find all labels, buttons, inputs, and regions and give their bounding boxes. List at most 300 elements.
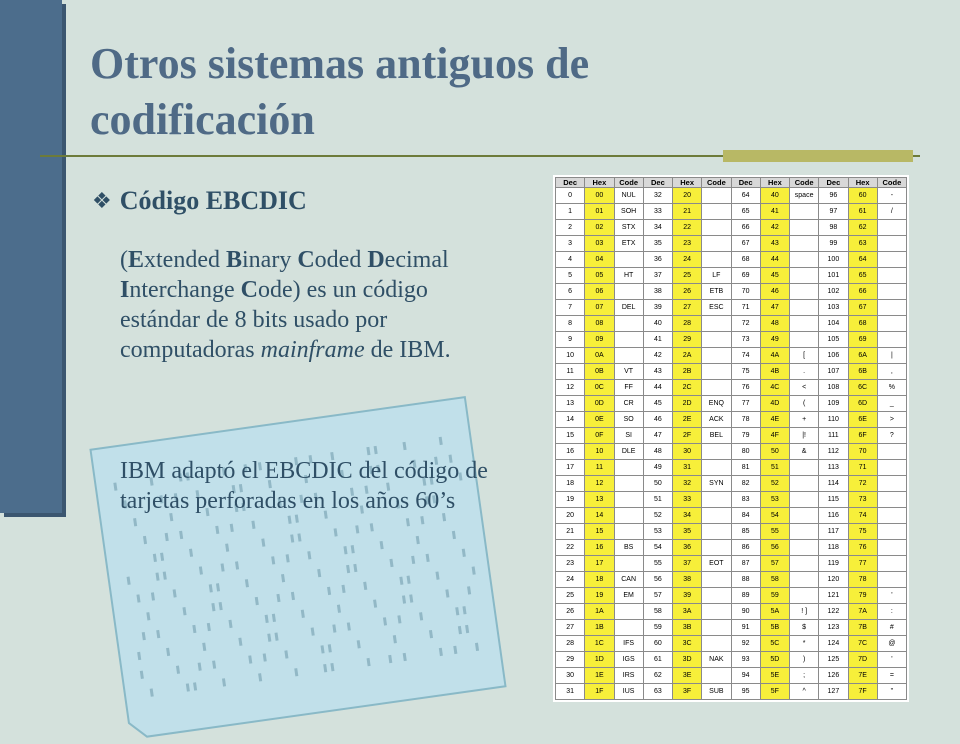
table-row (556, 476, 907, 492)
table-cell: = (877, 668, 906, 684)
table-cell: LF (702, 268, 731, 284)
table-cell (790, 236, 819, 252)
table-cell: 7A (848, 604, 877, 620)
table-row (556, 444, 907, 460)
table-cell: 27 (673, 300, 702, 316)
table-cell: EOT (702, 556, 731, 572)
table-cell: 122 (819, 604, 848, 620)
table-cell: | (877, 348, 906, 364)
table-cell: 28 (556, 636, 585, 652)
bullet-heading: Código EBCDIC (119, 186, 307, 215)
table-cell: 6C (848, 380, 877, 396)
table-cell: 67 (731, 236, 760, 252)
table-cell: 5A (760, 604, 789, 620)
table-cell: 121 (819, 588, 848, 604)
table-cell: 124 (819, 636, 848, 652)
table-cell: 7B (848, 620, 877, 636)
paragraph-run: B (226, 247, 243, 273)
table-row (556, 556, 907, 572)
table-cell: 4E (760, 412, 789, 428)
table-cell (702, 588, 731, 604)
table-cell: 31 (556, 684, 585, 700)
table-cell: SOH (614, 204, 643, 220)
table-cell: 63 (643, 684, 672, 700)
table-cell: 36 (643, 252, 672, 268)
table-cell: ETB (702, 284, 731, 300)
table-cell: NUL (614, 188, 643, 204)
table-cell: 26 (556, 604, 585, 620)
table-cell: ^ (790, 684, 819, 700)
table-cell: 79 (848, 588, 877, 604)
table-cell (702, 316, 731, 332)
table-cell: 5D (760, 652, 789, 668)
table-cell: 73 (731, 332, 760, 348)
table-cell: HT (614, 268, 643, 284)
table-cell: " (877, 684, 906, 700)
table-cell: IUS (614, 684, 643, 700)
table-cell: 6 (556, 284, 585, 300)
table-cell: 6F (848, 428, 877, 444)
table-row (556, 380, 907, 396)
table-cell: 50 (760, 444, 789, 460)
table-cell: 31 (673, 460, 702, 476)
table-cell: ENQ (702, 396, 731, 412)
diamond-bullet-icon: ❖ (92, 188, 112, 213)
table-cell: IFS (614, 636, 643, 652)
table-cell: space (790, 188, 819, 204)
table-cell: 13 (556, 396, 585, 412)
table-cell: 06 (585, 284, 614, 300)
table-cell: 110 (819, 412, 848, 428)
table-cell: 68 (731, 252, 760, 268)
table-cell: 5B (760, 620, 789, 636)
ebcdic-history-paragraph: IBM adaptó el EBCDIC del código de tarjetas perforadas en los años 60’s (120, 458, 488, 514)
table-cell: 53 (760, 492, 789, 508)
table-cell: 6D (848, 396, 877, 412)
table-cell: 112 (819, 444, 848, 460)
table-cell: 5 (556, 268, 585, 284)
table-row (556, 300, 907, 316)
table-cell: 11 (585, 460, 614, 476)
column-header: Code (702, 178, 731, 188)
table-cell (877, 236, 906, 252)
table-cell: 55 (760, 524, 789, 540)
table-cell: 02 (585, 220, 614, 236)
table-row (556, 332, 907, 348)
table-cell: BS (614, 540, 643, 556)
table-cell: CR (614, 396, 643, 412)
paragraph-run: inary (242, 247, 298, 273)
table-cell (702, 236, 731, 252)
table-cell: 15 (585, 524, 614, 540)
table-cell: 0D (585, 396, 614, 412)
table-cell: ; (790, 668, 819, 684)
table-cell: 60 (643, 636, 672, 652)
table-row (556, 268, 907, 284)
table-cell: 120 (819, 572, 848, 588)
table-cell: 55 (643, 556, 672, 572)
table-cell (702, 332, 731, 348)
table-cell: 47 (643, 428, 672, 444)
table-cell: < (790, 380, 819, 396)
table-cell: @ (877, 636, 906, 652)
table-cell: 102 (819, 284, 848, 300)
paragraph-run: E (128, 247, 145, 273)
table-cell (790, 540, 819, 556)
column-header: Hex (848, 178, 877, 188)
table-cell: 69 (731, 268, 760, 284)
table-row (556, 396, 907, 412)
paragraph-run: xtended (144, 247, 226, 273)
table-row (556, 668, 907, 684)
paragraph-run: oded (314, 247, 368, 273)
table-cell: 25 (556, 588, 585, 604)
table-cell: 51 (760, 460, 789, 476)
table-cell: 115 (819, 492, 848, 508)
table-cell: 66 (848, 284, 877, 300)
table-cell: 91 (731, 620, 760, 636)
table-cell: ESC (702, 300, 731, 316)
table-cell: 1D (585, 652, 614, 668)
accent-bar (723, 150, 913, 162)
table-cell: 79 (731, 428, 760, 444)
table-row (556, 252, 907, 268)
table-cell: 5C (760, 636, 789, 652)
table-cell: 48 (643, 444, 672, 460)
table-cell (877, 300, 906, 316)
table-cell: 14 (556, 412, 585, 428)
table-cell (702, 540, 731, 556)
table-cell: 46 (760, 284, 789, 300)
table-cell (614, 556, 643, 572)
table-cell: & (790, 444, 819, 460)
column-header: Dec (731, 178, 760, 188)
table-row (556, 524, 907, 540)
table-cell: 28 (673, 316, 702, 332)
table-row (556, 236, 907, 252)
table-cell: 7F (848, 684, 877, 700)
table-cell: 72 (731, 316, 760, 332)
table-cell (702, 572, 731, 588)
table-cell: 21 (673, 204, 702, 220)
table-cell: 2 (556, 220, 585, 236)
table-cell: , (877, 364, 906, 380)
table-cell: 111 (819, 428, 848, 444)
table-cell: 1E (585, 668, 614, 684)
table-cell: 52 (760, 476, 789, 492)
table-cell: 57 (760, 556, 789, 572)
table-cell (877, 268, 906, 284)
table-cell (614, 508, 643, 524)
table-cell: 22 (673, 220, 702, 236)
table-row (556, 316, 907, 332)
table-cell: 45 (643, 396, 672, 412)
table-cell: 100 (819, 252, 848, 268)
table-cell: 63 (848, 236, 877, 252)
table-cell: 126 (819, 668, 848, 684)
table-cell: 48 (760, 316, 789, 332)
table-cell: 95 (731, 684, 760, 700)
table-cell: 08 (585, 316, 614, 332)
table-cell (877, 508, 906, 524)
table-cell: 70 (848, 444, 877, 460)
table-cell: 44 (760, 252, 789, 268)
column-header: Dec (643, 178, 672, 188)
table-cell (790, 284, 819, 300)
table-cell: 123 (819, 620, 848, 636)
table-cell: 71 (848, 460, 877, 476)
table-cell (877, 220, 906, 236)
table-cell: 41 (760, 204, 789, 220)
table-cell: 15 (556, 428, 585, 444)
table-cell (790, 508, 819, 524)
table-row (556, 604, 907, 620)
table-cell: 16 (556, 444, 585, 460)
table-cell: 65 (848, 268, 877, 284)
table-cell: 3C (673, 636, 702, 652)
table-cell: 22 (556, 540, 585, 556)
table-cell: 35 (643, 236, 672, 252)
table-cell: CAN (614, 572, 643, 588)
table-cell: 52 (643, 508, 672, 524)
table-cell: 1C (585, 636, 614, 652)
table-cell: 82 (731, 476, 760, 492)
table-cell: 37 (643, 268, 672, 284)
table-cell: + (790, 412, 819, 428)
table-cell: 92 (731, 636, 760, 652)
table-row (556, 188, 907, 204)
ebcdic-definition-paragraph (120, 245, 495, 365)
table-cell (702, 492, 731, 508)
table-cell: 53 (643, 524, 672, 540)
table-cell: 8 (556, 316, 585, 332)
table-cell: 4D (760, 396, 789, 412)
table-cell: 4A (760, 348, 789, 364)
table-cell: 50 (643, 476, 672, 492)
table-cell: SI (614, 428, 643, 444)
table-cell: 7C (848, 636, 877, 652)
table-cell: 80 (731, 444, 760, 460)
table-cell: ? (877, 428, 906, 444)
table-cell: 2D (673, 396, 702, 412)
bullet-item (92, 186, 307, 216)
table-cell: 60 (848, 188, 877, 204)
table-cell: 2B (673, 364, 702, 380)
table-cell (877, 492, 906, 508)
table-cell (877, 332, 906, 348)
table-cell: 39 (673, 588, 702, 604)
table-cell (790, 300, 819, 316)
table-row (556, 364, 907, 380)
table-row (556, 220, 907, 236)
table-cell: 7 (556, 300, 585, 316)
table-cell: 4C (760, 380, 789, 396)
table-cell: ACK (702, 412, 731, 428)
table-cell: 19 (585, 588, 614, 604)
table-cell: IRS (614, 668, 643, 684)
table-cell: 25 (673, 268, 702, 284)
table-cell: 34 (643, 220, 672, 236)
table-cell (702, 508, 731, 524)
table-cell: 93 (731, 652, 760, 668)
table-cell (790, 492, 819, 508)
table-cell: 54 (760, 508, 789, 524)
table-cell: 36 (673, 540, 702, 556)
table-cell: 78 (731, 412, 760, 428)
table-cell: STX (614, 220, 643, 236)
table-cell: 01 (585, 204, 614, 220)
table-cell: # (877, 620, 906, 636)
table-cell: 73 (848, 492, 877, 508)
table-cell: 113 (819, 460, 848, 476)
table-cell: 109 (819, 396, 848, 412)
table-cell: 54 (643, 540, 672, 556)
table-cell: 1 (556, 204, 585, 220)
table-cell: SYN (702, 476, 731, 492)
table-cell: 58 (760, 572, 789, 588)
table-cell: 42 (760, 220, 789, 236)
table-cell (614, 332, 643, 348)
table-cell: 1F (585, 684, 614, 700)
table-cell (790, 332, 819, 348)
paragraph-run: mainframe (260, 337, 365, 363)
table-cell: 18 (556, 476, 585, 492)
table-cell: 3E (673, 668, 702, 684)
table-row (556, 684, 907, 700)
table-cell (614, 620, 643, 636)
table-cell (877, 572, 906, 588)
table-cell: 47 (760, 300, 789, 316)
table-cell: 46 (643, 412, 672, 428)
table-cell: 108 (819, 380, 848, 396)
table-cell (790, 252, 819, 268)
table-cell (702, 252, 731, 268)
table-cell: $ (790, 620, 819, 636)
table-cell: 6B (848, 364, 877, 380)
column-header: Hex (585, 178, 614, 188)
table-cell (877, 252, 906, 268)
table-cell: 24 (556, 572, 585, 588)
table-cell: 62 (848, 220, 877, 236)
paragraph-run: de IBM. (364, 337, 451, 363)
table-cell: 76 (848, 540, 877, 556)
table-cell: ( (790, 396, 819, 412)
table-cell: 4F (760, 428, 789, 444)
table-cell: ' (877, 652, 906, 668)
table-cell: 03 (585, 236, 614, 252)
table-cell: 127 (819, 684, 848, 700)
column-header: Hex (760, 178, 789, 188)
table-cell: 40 (760, 188, 789, 204)
table-cell: 9 (556, 332, 585, 348)
table-cell: 99 (819, 236, 848, 252)
table-cell: 18 (585, 572, 614, 588)
table-cell: 106 (819, 348, 848, 364)
table-cell: 88 (731, 572, 760, 588)
table-row (556, 284, 907, 300)
table-cell: |! (790, 428, 819, 444)
table-cell: 05 (585, 268, 614, 284)
table-cell: 23 (556, 556, 585, 572)
table-cell (790, 316, 819, 332)
table-cell: 89 (731, 588, 760, 604)
table-cell (702, 620, 731, 636)
table-cell: 85 (731, 524, 760, 540)
table-cell (702, 220, 731, 236)
table-cell: 49 (760, 332, 789, 348)
table-cell: 64 (848, 252, 877, 268)
table-cell: 0A (585, 348, 614, 364)
table-cell: 4B (760, 364, 789, 380)
table-cell: 26 (673, 284, 702, 300)
table-cell: 6A (848, 348, 877, 364)
table-cell (614, 284, 643, 300)
table-cell: 20 (556, 508, 585, 524)
table-cell (790, 524, 819, 540)
table-cell (702, 668, 731, 684)
table-cell: 59 (760, 588, 789, 604)
table-cell: 39 (643, 300, 672, 316)
table-cell: _ (877, 396, 906, 412)
table-cell (702, 380, 731, 396)
table-cell: 81 (731, 460, 760, 476)
column-header: Dec (556, 178, 585, 188)
table-cell: > (877, 412, 906, 428)
paragraph-run: ode) es un código estándar de 8 bits usado por computadoras (120, 277, 428, 363)
table-row (556, 428, 907, 444)
table-cell: 3B (673, 620, 702, 636)
table-cell: 38 (643, 284, 672, 300)
table-row (556, 572, 907, 588)
table-cell: 3D (673, 652, 702, 668)
table-cell (702, 604, 731, 620)
table-cell: [ (790, 348, 819, 364)
table-cell: 12 (556, 380, 585, 396)
table-cell (790, 476, 819, 492)
table-cell: 72 (848, 476, 877, 492)
table-cell (877, 476, 906, 492)
table-cell: 7E (848, 668, 877, 684)
paragraph-run: nterchange (129, 277, 241, 303)
table-cell: 0B (585, 364, 614, 380)
table-cell: 118 (819, 540, 848, 556)
table-cell: 56 (643, 572, 672, 588)
table-cell: 0 (556, 188, 585, 204)
table-cell (614, 348, 643, 364)
table-cell (702, 364, 731, 380)
column-header: Code (790, 178, 819, 188)
table-cell (702, 444, 731, 460)
table-cell (702, 460, 731, 476)
column-header: Code (614, 178, 643, 188)
table-cell: : (877, 604, 906, 620)
table-cell: 10 (556, 348, 585, 364)
table-cell: 65 (731, 204, 760, 220)
punched-card-image (84, 392, 512, 743)
table-cell: 17 (556, 460, 585, 476)
table-cell: 101 (819, 268, 848, 284)
table-cell (877, 444, 906, 460)
table-cell: 43 (760, 236, 789, 252)
table-row (556, 652, 907, 668)
table-cell: 84 (731, 508, 760, 524)
table-row (556, 412, 907, 428)
table-cell (702, 524, 731, 540)
paragraph-run: C (240, 277, 258, 303)
table-cell (614, 476, 643, 492)
table-cell: 3A (673, 604, 702, 620)
table-cell: SO (614, 412, 643, 428)
